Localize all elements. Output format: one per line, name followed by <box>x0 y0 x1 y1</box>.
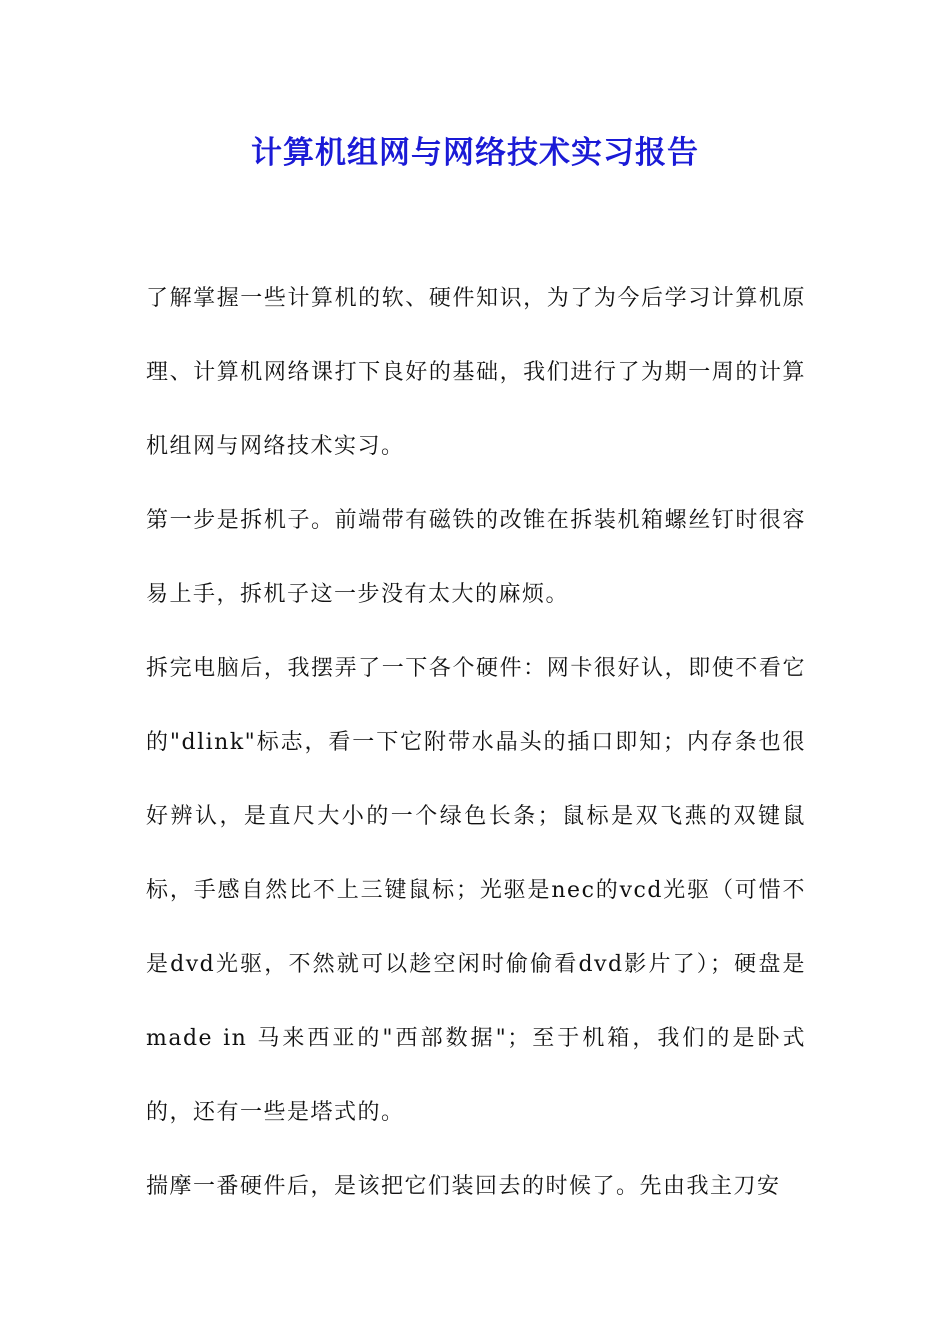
paragraph-hardware: 拆完电脑后，我摆弄了一下各个硬件：网卡很好认，即使不看它的"dlink"标志，看一下它附带水晶头的插口即知；内存条也很好辨认，是直尺大小的一个绿色长条；鼠标是双飞燕的双键鼠标，手感自然比不上三键鼠标；光驱是nec的vcd光驱（可惜不是dvd光驱，不然就可以趁空闲时偷偷看dvd影片了）；硬盘是made in 马来西亚的"西部数据"；至于机箱，我们的是卧式的，还有一些是塔式的。 <box>146 656 806 1125</box>
document-title: 计算机组网与网络技术实习报告 <box>251 135 699 171</box>
paragraph-intro: 了解掌握一些计算机的软、硬件知识，为了为今后学习计算机原理、计算机网络课打下良好的基础，我们进行了为期一周的计算机组网与网络技术实习。 <box>146 286 806 459</box>
paragraph-reassembly: 揣摩一番硬件后，是该把它们装回去的时候了。先由我主刀安 <box>146 1174 781 1199</box>
paragraph-disassembly: 第一步是拆机子。前端带有磁铁的改锥在拆装机箱螺丝钉时很容易上手，拆机子这一步没有太大的麻烦。 <box>146 508 806 607</box>
document-body <box>146 262 806 1224</box>
